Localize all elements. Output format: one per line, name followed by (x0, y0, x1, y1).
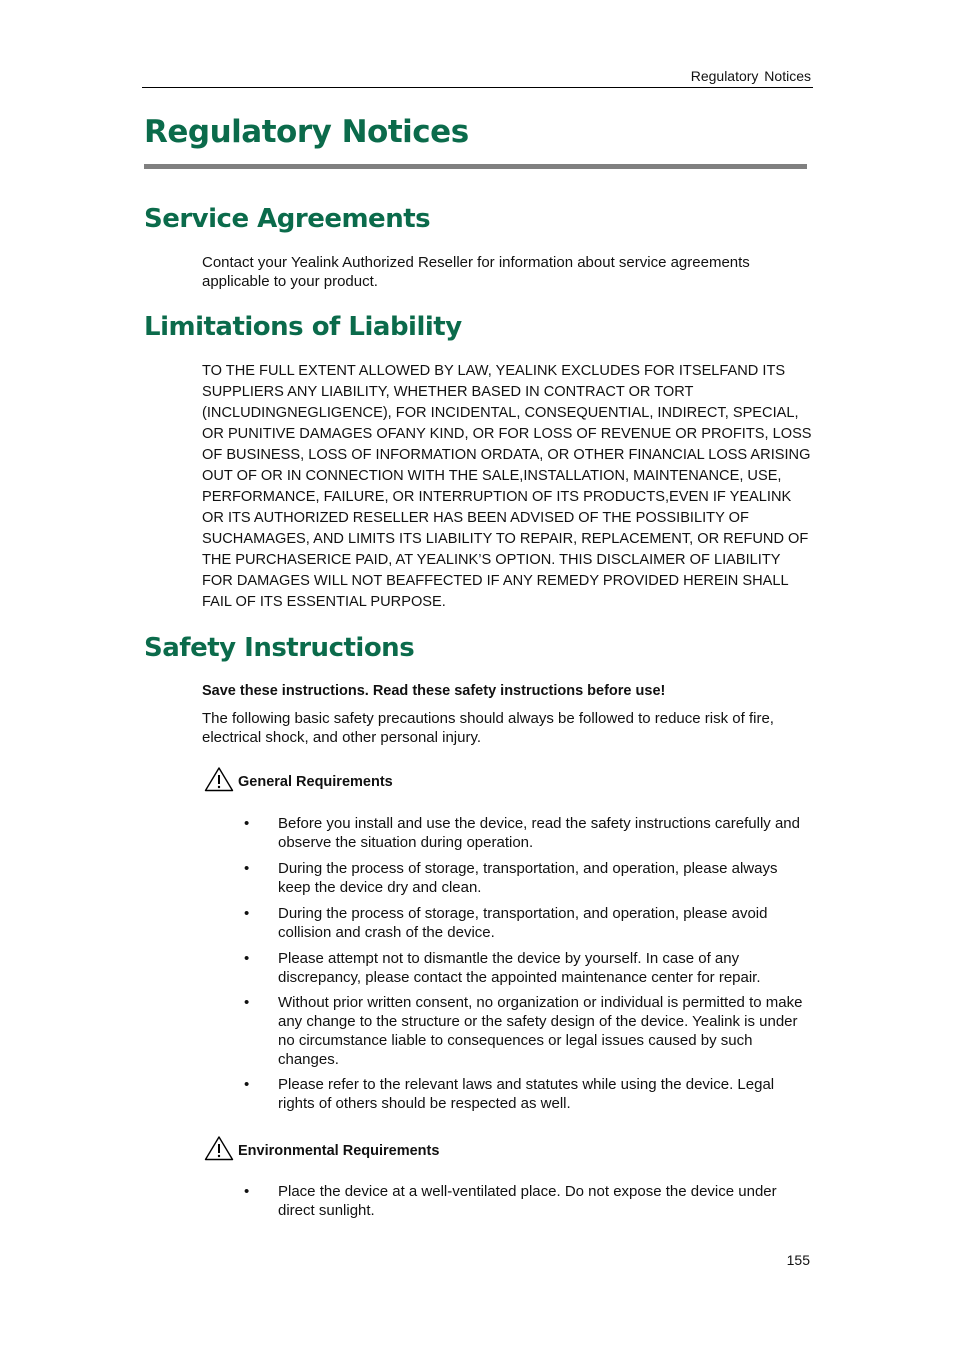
header-rule (142, 87, 813, 88)
list-item: • Without prior written consent, no organization or individual is permitted to make any change to the structure or the safety design of the device. Yealink is under no circumstance liable to consequences or legal issues caused by such changes. (244, 994, 803, 1068)
service-agreements-body: Contact your Yealink Authorized Reseller for information about service agreements applicable to your product. (202, 254, 750, 290)
safety-intro: The following basic safety precautions should always be followed to reduce risk of fire, electrical shock, and other personal injury. (202, 710, 774, 746)
list-item: • Place the device at a well-ventilated place. Do not expose the device under direct sunlight. (244, 1183, 777, 1219)
running-header: Regulatory Notices (690, 68, 811, 84)
environmental-requirements-title: Environmental Requirements (238, 1143, 440, 1159)
list-item: • During the process of storage, transportation, and operation, please avoid collision and crash of the device. (244, 905, 768, 941)
environmental-requirements-heading (204, 1135, 439, 1161)
chapter-rule (144, 164, 807, 169)
safety-heading: Safety Instructions (144, 633, 415, 663)
bullet-glyph: • (244, 950, 250, 967)
chapter-title: Regulatory Notices (144, 114, 469, 150)
environmental-requirements-list (244, 1182, 814, 1220)
bullet-glyph: • (244, 1183, 250, 1200)
list-item: • Before you install and use the device, read the safety instructions carefully and observe the situation during operation. (244, 815, 800, 851)
bullet-glyph: • (244, 1076, 250, 1093)
bullet-glyph: • (244, 815, 250, 832)
service-agreements-heading: Service Agreements (144, 204, 431, 234)
bullet-glyph: • (244, 994, 250, 1011)
general-requirements-list (244, 814, 814, 1113)
general-requirements-title: General Requirements (238, 774, 393, 790)
limitations-body: TO THE FULL EXTENT ALLOWED BY LAW, YEALINK EXCLUDES FOR ITSELFAND ITS SUPPLIERS ANY LIABILITY, WHETHER BASED IN CONTRACT OR TORT (INCLUDINGNEGLIGENCE), FOR INCIDENTAL, CONSEQUENTIAL, INDIRECT, SPECIAL, OR PUNITIVE DAMAGES OFANY KIND, OR FOR LOSS OF REVENUE OR PROFITS, LOSS OF BUSINESS, LOSS OF INFORMATION ORDATA, OR OTHER FINANCIAL LOSS ARISING OUT OF OR IN CONNECTION WITH THE SALE,INSTALLATION, MAINTENANCE, USE, PERFORMANCE, FAILURE, OR INTERRUPTION OF ITS PRODUCTS,EVEN IF YEALINK OR ITS AUTHORIZED RESELLER HAS BEEN ADVISED OF THE POSSIBILITY OF SUCHAMAGES, AND LIMITS ITS LIABILITY TO REPAIR, REPLACEMENT, OR REFUND OF THE PURCHASERICE PAID, AT YEALINK’S OPTION. THIS DISCLAIMER OF LIABILITY FOR DAMAGES WILL NOT BEAFFECTED IF ANY REMEDY PROVIDED HEREIN SHALL FAIL OF ITS ESSENTIAL PURPOSE. (202, 363, 812, 610)
warning-triangle-icon (204, 1135, 234, 1161)
list-item: • Please refer to the relevant laws and statutes while using the device. Legal rights of others should be respected as well. (244, 1076, 775, 1112)
warning-triangle-icon (204, 766, 234, 792)
bullet-glyph: • (244, 860, 250, 877)
limitations-heading: Limitations of Liability (144, 312, 462, 342)
safety-note: Save these instructions. Read these safety instructions before use! (202, 683, 666, 699)
bullet-glyph: • (244, 905, 250, 922)
page-number: 155 (786, 1252, 810, 1268)
list-item: • Please attempt not to dismantle the device by yourself. In case of any discrepancy, please contact the appointed maintenance center for repair. (244, 950, 761, 986)
list-item: • During the process of storage, transportation, and operation, please always keep the device dry and clean. (244, 860, 778, 896)
general-requirements-heading (204, 766, 393, 792)
